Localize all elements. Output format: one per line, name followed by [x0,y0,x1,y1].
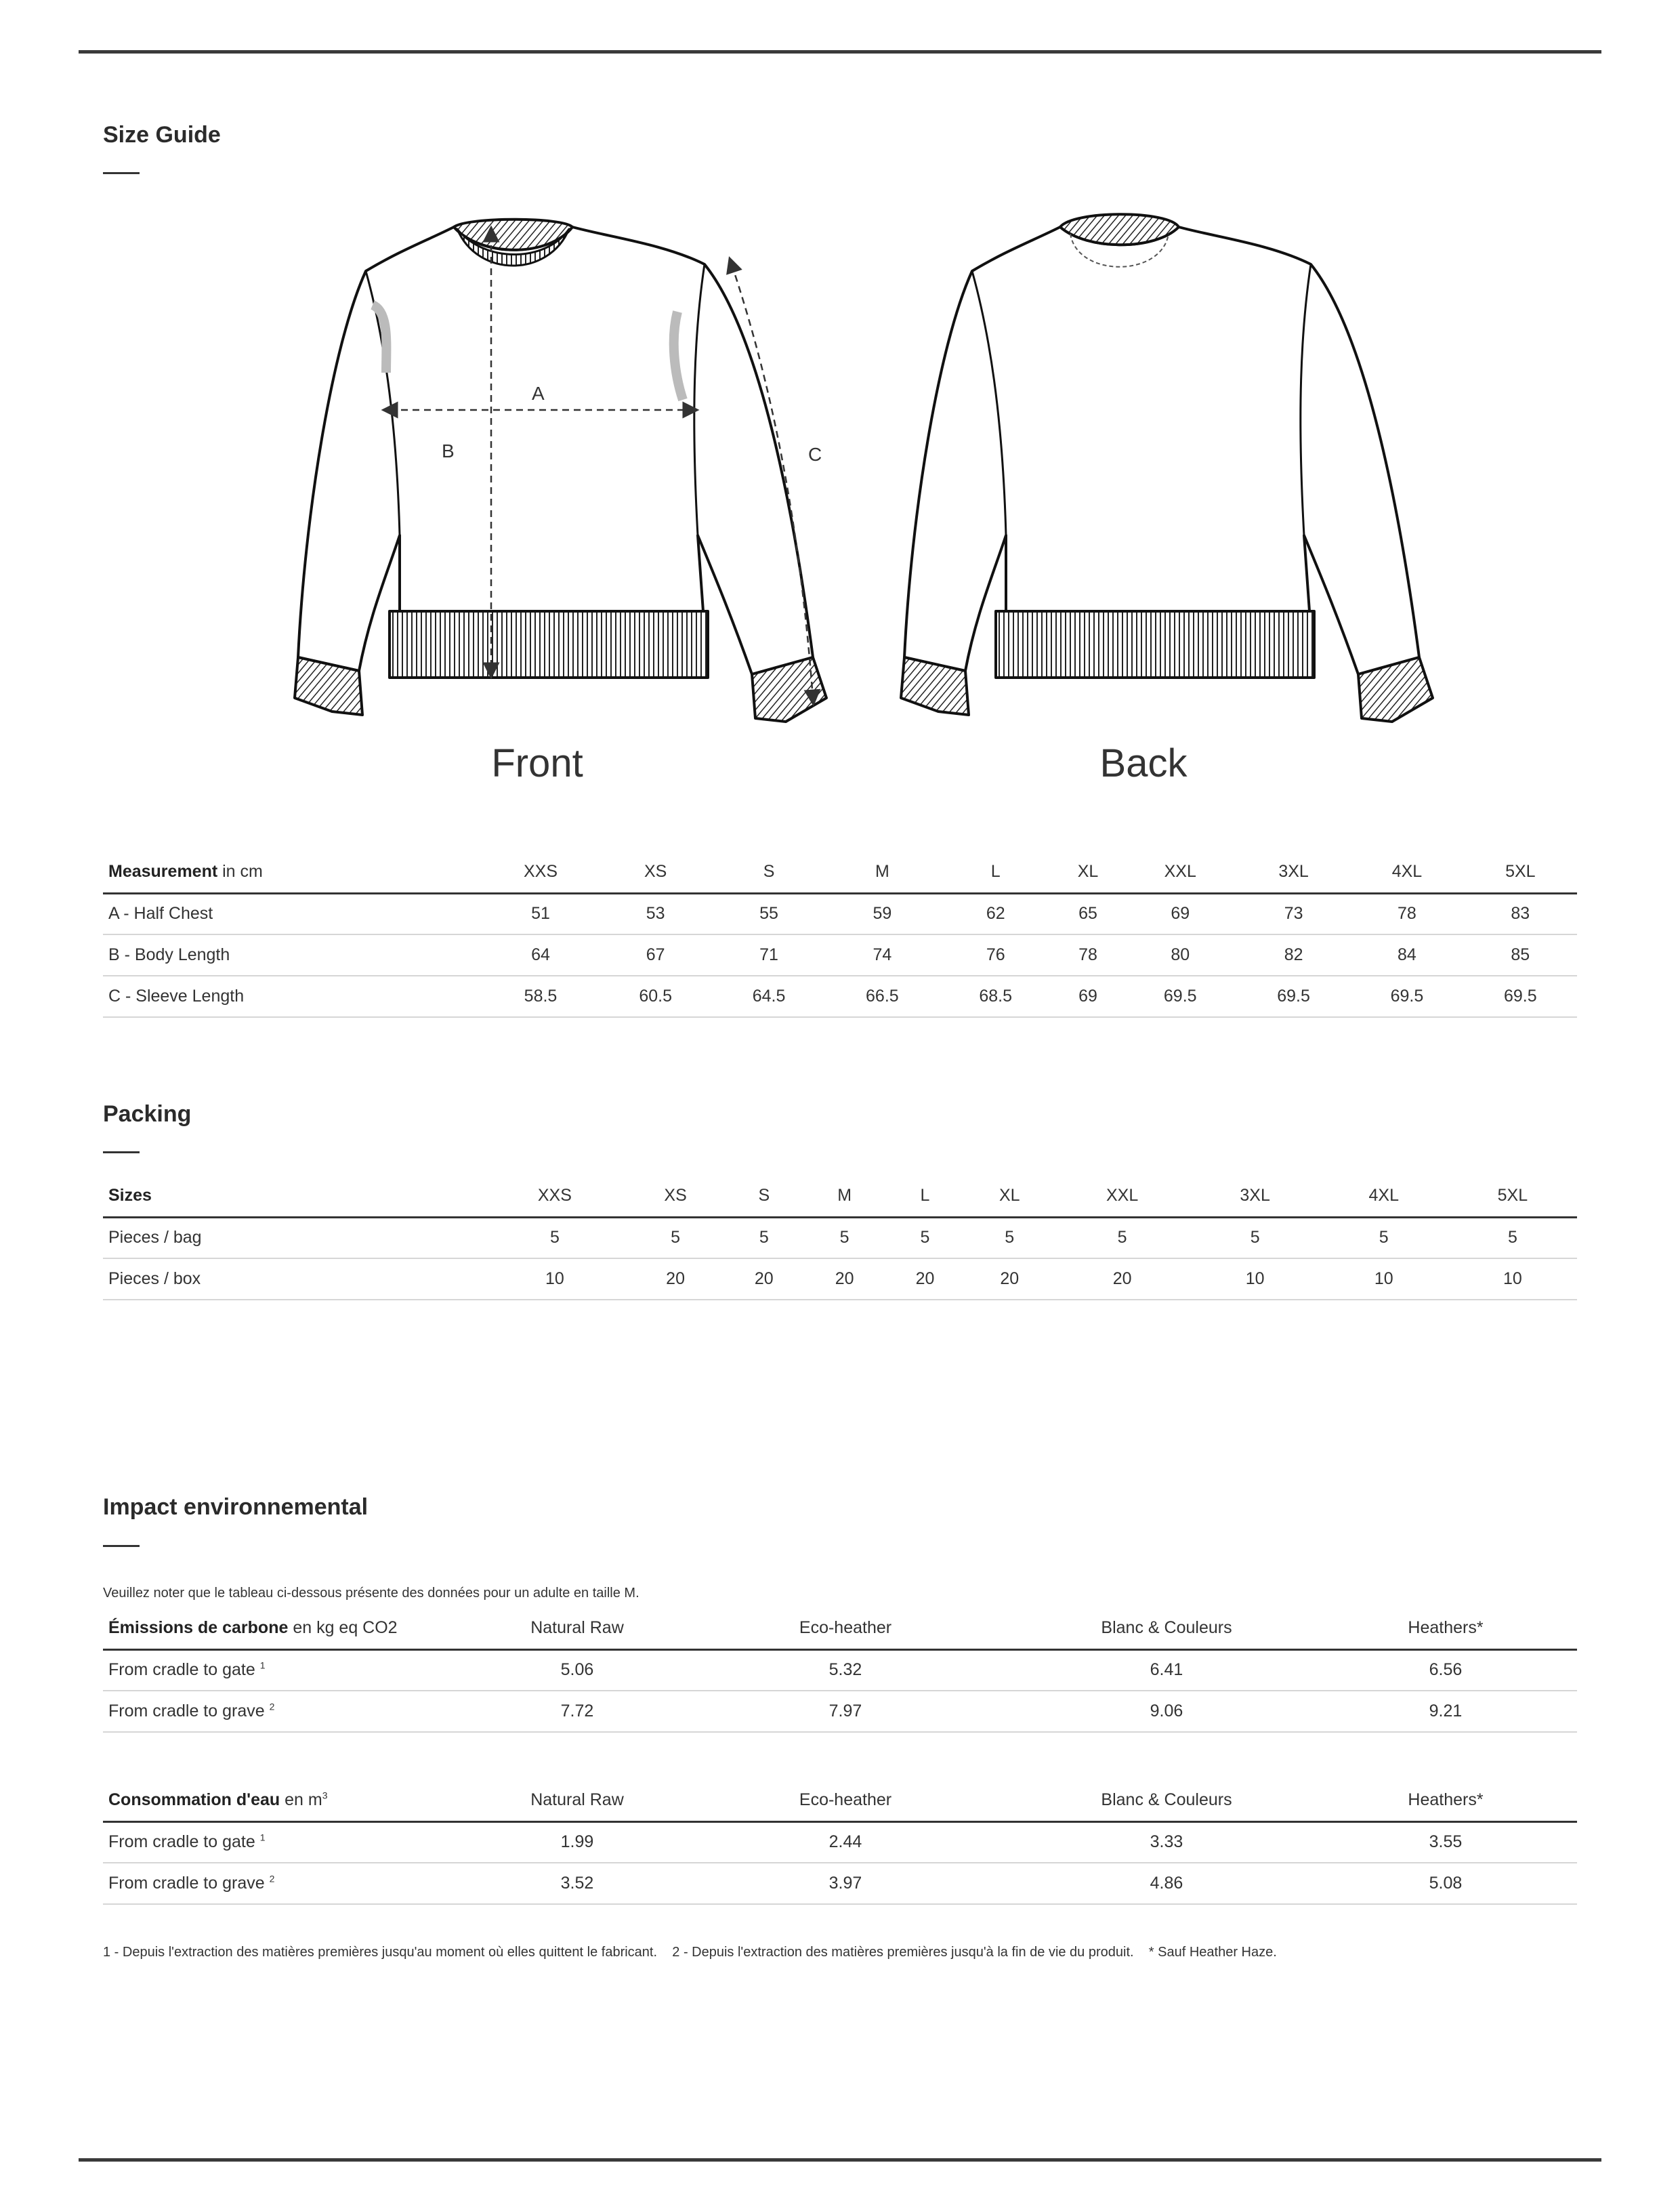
water-table [103,1780,1577,1905]
table-cell: 5 [1191,1217,1320,1258]
table-cell: 60.5 [599,976,712,1017]
table-cell: 5 [723,1217,804,1258]
table-header-row [103,1780,1577,1821]
size-header: 4XL [1320,1176,1448,1217]
table-cell: 69.5 [1237,976,1350,1017]
table-cell: 1.99 [482,1821,672,1863]
material-header: Natural Raw [482,1780,672,1821]
table-cell: 5.06 [482,1649,672,1691]
row-label: Pieces / box [103,1258,482,1300]
table-cell: 5.08 [1314,1863,1577,1904]
table-cell: 9.06 [1019,1691,1314,1732]
size-guide-table [103,852,1577,1018]
table-cell: 58.5 [482,976,599,1017]
measure-a-label: A [532,383,545,404]
size-header: XXL [1124,852,1237,893]
table-cell: 5 [804,1217,885,1258]
table-cell: 84 [1350,934,1463,976]
top-rule [79,50,1601,54]
measurement-header: Measurement in cm [103,852,482,893]
packing-title: Packing [103,1101,192,1127]
table-cell: 78 [1052,934,1123,976]
table-cell: 74 [826,934,939,976]
table-cell: 10 [1320,1258,1448,1300]
table-cell: 85 [1464,934,1577,976]
material-header: Natural Raw [482,1608,672,1649]
table-cell: 10 [1448,1258,1577,1300]
water-header: Consommation d'eau en $m^3$ [103,1780,482,1821]
table-cell: 5 [1448,1217,1577,1258]
size-guide-title: Size Guide [103,122,221,148]
table-cell: 55 [712,893,825,934]
table-cell: 76 [939,934,1052,976]
size-header: L [885,1176,965,1217]
table-cell: 3.33 [1019,1821,1314,1863]
table-header-row [103,1176,1577,1217]
table-cell: 3.55 [1314,1821,1577,1863]
size-header: L [939,852,1052,893]
table-cell: 66.5 [826,976,939,1017]
table-cell: 82 [1237,934,1350,976]
table-cell: 2.44 [672,1821,1019,1863]
table-row [103,934,1577,976]
table-header-row [103,1608,1577,1649]
table-cell: 6.56 [1314,1649,1577,1691]
material-header: Blanc & Couleurs [1019,1780,1314,1821]
table-cell: 9.21 [1314,1691,1577,1732]
sizes-header: Sizes [103,1176,482,1217]
measure-c-label: C [808,444,822,465]
row-label: C - Sleeve Length [103,976,482,1017]
size-header: 4XL [1350,852,1463,893]
front-view-label: Front [491,741,583,785]
size-header: XXS [482,852,599,893]
size-header: S [723,1176,804,1217]
size-header: M [826,852,939,893]
front-view [295,220,826,722]
table-cell: 69 [1124,893,1237,934]
measure-b-label: B [442,440,455,461]
table-cell: 10 [482,1258,627,1300]
table-cell: 69.5 [1464,976,1577,1017]
size-guide-title-dash [103,172,140,174]
size-header: 5XL [1464,852,1577,893]
material-header: Blanc & Couleurs [1019,1608,1314,1649]
row-label: A - Half Chest [103,893,482,934]
table-cell: 71 [712,934,825,976]
table-row [103,1258,1577,1300]
impact-intro: Veuillez noter que le tableau ci-dessous présente des données pour un adulte en taille M. [103,1586,639,1601]
table-cell: 64.5 [712,976,825,1017]
table-cell: 7.97 [672,1691,1019,1732]
table-row [103,1821,1577,1863]
table-cell: 3.52 [482,1863,672,1904]
table-cell: 7.72 [482,1691,672,1732]
table-cell: 65 [1052,893,1123,934]
material-header: Eco-heather [672,1780,1019,1821]
row-label: B - Body Length [103,934,482,976]
table-cell: 51 [482,893,599,934]
table-row [103,976,1577,1017]
row-label: From cradle to gate $^1$ [103,1649,482,1691]
table-cell: 5 [1320,1217,1448,1258]
size-header: XS [599,852,712,893]
table-cell: 20 [965,1258,1054,1300]
impact-title: Impact environnemental [103,1494,369,1520]
table-row [103,1217,1577,1258]
table-cell: 5 [885,1217,965,1258]
table-cell: 62 [939,893,1052,934]
sweatshirt-illustration [230,197,1450,806]
table-cell: 83 [1464,893,1577,934]
table-cell: 64 [482,934,599,976]
table-row [103,893,1577,934]
table-cell: 67 [599,934,712,976]
table-row [103,1691,1577,1732]
table-cell: 20 [885,1258,965,1300]
material-header: Eco-heather [672,1608,1019,1649]
table-row [103,1863,1577,1904]
row-label: From cradle to grave $^2$ [103,1691,482,1732]
table-cell: 69.5 [1124,976,1237,1017]
size-header: 3XL [1237,852,1350,893]
size-header: XXL [1054,1176,1191,1217]
table-cell: 5.32 [672,1649,1019,1691]
table-cell: 20 [1054,1258,1191,1300]
table-cell: 4.86 [1019,1863,1314,1904]
row-label: From cradle to gate $^1$ [103,1821,482,1863]
table-cell: 3.97 [672,1863,1019,1904]
size-header: 3XL [1191,1176,1320,1217]
row-label: Pieces / bag [103,1217,482,1258]
footnote: 1 - Depuis l'extraction des matières premières jusqu'au moment où elles quittent le fabricant. 2 - Depuis l'extraction des matières premières jusqu'à la fin de vie du produit. * Sauf Heather Haze. [103,1945,1277,1960]
table-cell: 5 [1054,1217,1191,1258]
material-header: Heathers* [1314,1780,1577,1821]
size-header: XS [627,1176,724,1217]
table-cell: 69.5 [1350,976,1463,1017]
table-cell: 10 [1191,1258,1320,1300]
size-header: XL [965,1176,1054,1217]
size-header: XL [1052,852,1123,893]
carbon-table [103,1608,1577,1733]
size-header: M [804,1176,885,1217]
table-cell: 78 [1350,893,1463,934]
table-cell: 5 [482,1217,627,1258]
table-cell: 20 [804,1258,885,1300]
table-cell: 5 [965,1217,1054,1258]
table-cell: 80 [1124,934,1237,976]
table-header-row [103,852,1577,893]
carbon-header: Émissions de carbone en kg eq CO2 [103,1608,482,1649]
size-header: XXS [482,1176,627,1217]
table-cell: 20 [627,1258,724,1300]
back-view [901,214,1433,722]
table-cell: 20 [723,1258,804,1300]
impact-title-dash [103,1545,140,1547]
table-cell: 5 [627,1217,724,1258]
bottom-rule [79,2158,1601,2162]
back-view-label: Back [1099,741,1188,785]
packing-table [103,1176,1577,1300]
packing-title-dash [103,1151,140,1153]
table-cell: 69 [1052,976,1123,1017]
table-row [103,1649,1577,1691]
table-cell: 68.5 [939,976,1052,1017]
table-cell: 53 [599,893,712,934]
table-cell: 59 [826,893,939,934]
size-header: S [712,852,825,893]
table-cell: 6.41 [1019,1649,1314,1691]
table-cell: 73 [1237,893,1350,934]
size-header: 5XL [1448,1176,1577,1217]
material-header: Heathers* [1314,1608,1577,1649]
row-label: From cradle to grave $^2$ [103,1863,482,1904]
